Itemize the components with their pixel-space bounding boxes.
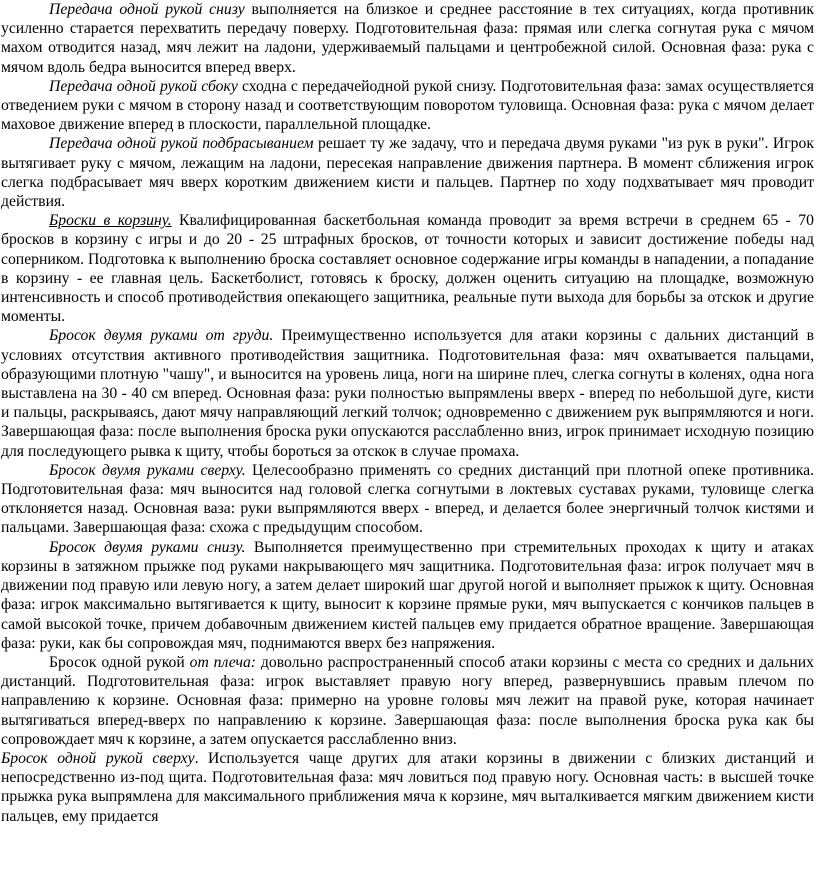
paragraph-body: Целесообразно применять со средних дистанций при плотной опеке противника. Подготовительная фаза: мяч выносится над головой слегка согнутыми в локтевых суставах руками, туловище слегка отклоняется назад. Основная ваза: руки выпрямляются вверх - вперед, и делается более энергичный толчок кистями и пальцами. Завершающая фаза: схожа с предыдущим способом. bbox=[1, 461, 814, 537]
paragraph-shots-at-basket bbox=[1, 211, 814, 326]
paragraph-shot-two-hands-below bbox=[1, 538, 814, 653]
paragraph-body: сходна с передачейодной рукой снизу. Подготовительная фаза: замах осуществляется отведением руки с мячом в сторону назад и соответствующим поворотом туловища. Основная фаза: рука с мячом делает маховое движение вперед в плоскости, параллельной площадке. bbox=[1, 77, 814, 134]
paragraph-lead: Бросок двумя руками сверху. bbox=[49, 461, 246, 479]
paragraph-lead: Передача одной рукой сбоку bbox=[49, 77, 238, 95]
paragraph-shot-one-hand-shoulder bbox=[1, 653, 814, 749]
paragraph-pass-one-hand-below bbox=[1, 0, 814, 77]
paragraph-body: Выполняется преимущественно при стремительных проходах к щиту и атаках корзины в затяжном прыжке под руками накрывающего мяч защитника. Подготовительная фаза: игрок получает мяч в движении под правую или левую ногу, а затем делает широкий шаг другой ногой и выполняет прыжок к щиту. Основная фаза: игрок максимально вытягивается к щиту, выносит к корзине прямые руки, мяч выпускается с кончиков пальцев в самой высокой точке, причем добавочным движением кистей пальцев ему придается обратное вращение. Завершающая фаза: руки, как бы сопровождая мяч, поднимаются вверх без напряжения. bbox=[1, 538, 814, 652]
paragraph-pass-one-hand-toss bbox=[1, 134, 814, 211]
paragraph-body: довольно распространенный способ атаки корзины с места со средних и дальних дистанций. Подготовительная фаза: игрок выставляет правую ногу вперед, развернувшись правым плечом по направлению к корзине. Основная фаза: примерно на уровне головы мяч лежит на правой руке, которая начинает вытягиваться вперед-вверх по направлению к корзине. Завершающая фаза: после выполнения броска рука как бы сопровождает мяч к корзине, а затем опускается расслабленно вниз. bbox=[1, 653, 814, 748]
paragraph-body: Преимущественно используется для атаки корзины с дальних дистанций в условиях отсутствия активного противодействия защитника. Подготовительная фаза: мяч охватывается пальцами, образующими плотную "чашу", и выносится на уровень лица, ноги на ширине плеч, слегка согнуты в коленях, одна нога выставлена на 30 - 40 см вперед. Основная фаза: руки полностью выпрямлены вверх - вперед по небольшой дуге, кисти и пальцы, раскрываясь, дают мячу направляющий легкий толчок; одновременно с движением рук выпрямляются и ноги. Завершающая фаза: после выполнения броска руки опускаются расслабленно вниз, игрок принимает исходную позицию для последующего рывка к щиту, чтобы бороться за отскок в случае промаха. bbox=[1, 327, 815, 460]
paragraph-lead: от плеча: bbox=[189, 653, 257, 671]
paragraph-lead: Броски в корзину. bbox=[49, 212, 172, 230]
paragraph-lead: Бросок одной рукой сверху bbox=[1, 749, 195, 767]
paragraph-lead: Передача одной рукой подбрасыванием bbox=[49, 135, 314, 153]
paragraph-body: . Используется чаще других для атаки корзины в движении с близких дистанций и непосредственно из-под щита. Подготовительная фаза: мяч ловиться под правую ногу. Основная часть: в высшей точке прыжка рука выпрямлена для максимального приближения мяча к корзине, мяч выталкивается мягким движением кисти пальцев, ему придается bbox=[1, 749, 814, 825]
paragraph-pass-one-hand-side bbox=[1, 77, 814, 135]
paragraph-body: Квалифицированная баскетбольная команда проводит за время встречи в среднем 65 - 70 бросков в корзину с игры и до 20 - 25 штрафных бросков, от точности которых и зависит достижение победы над соперником. Подготовка к выполнению броска составляет основное содержание игры команды в нападении, а попадание в корзину - ее главная цель. Баскетболист, готовясь к броску, должен оценить ситуацию на площадке, возможную интенсивность и способ противодействия опекающего защитника, реальные пути выхода для борьбы за отскок и другие моменты. bbox=[1, 212, 814, 326]
paragraph-lead: Передача одной рукой снизу bbox=[49, 1, 245, 18]
paragraph-lead: Бросок двумя руками от груди. bbox=[49, 327, 274, 345]
paragraph-lead: Бросок двумя руками снизу. bbox=[49, 538, 246, 556]
paragraph-shot-two-hands-chest bbox=[1, 326, 814, 460]
paragraph-pre: Бросок одной рукой bbox=[49, 653, 190, 671]
paragraph-shot-one-hand-overhead bbox=[1, 749, 814, 826]
paragraph-shot-two-hands-overhead bbox=[1, 461, 814, 538]
paragraph-body: выполняется на близкое и среднее расстояние в тех ситуациях, когда противник усиленно старается перехватить передачу поверху. Подготовительная фаза: прямая или слегка согнутая рука с мячом махом отводится назад, мяч лежит на ладони, удерживаемый пальцами и центробежной силой. Основная фаза: рука с мячом вдоль бедра выносится вперед вверх. bbox=[1, 1, 815, 76]
paragraph-body: решает ту же задачу, что и передача двумя руками "из рук в руки". Игрок вытягивает руку с мячом, лежащим на ладони, пересекая направление движения партнера. В момент сближения игрок слегка подбрасывает мяч вверх коротким движением кисти и пальцев. Партнер по ходу подхватывает мяч проводит действия. bbox=[1, 135, 814, 211]
document-page bbox=[1, 0, 814, 826]
